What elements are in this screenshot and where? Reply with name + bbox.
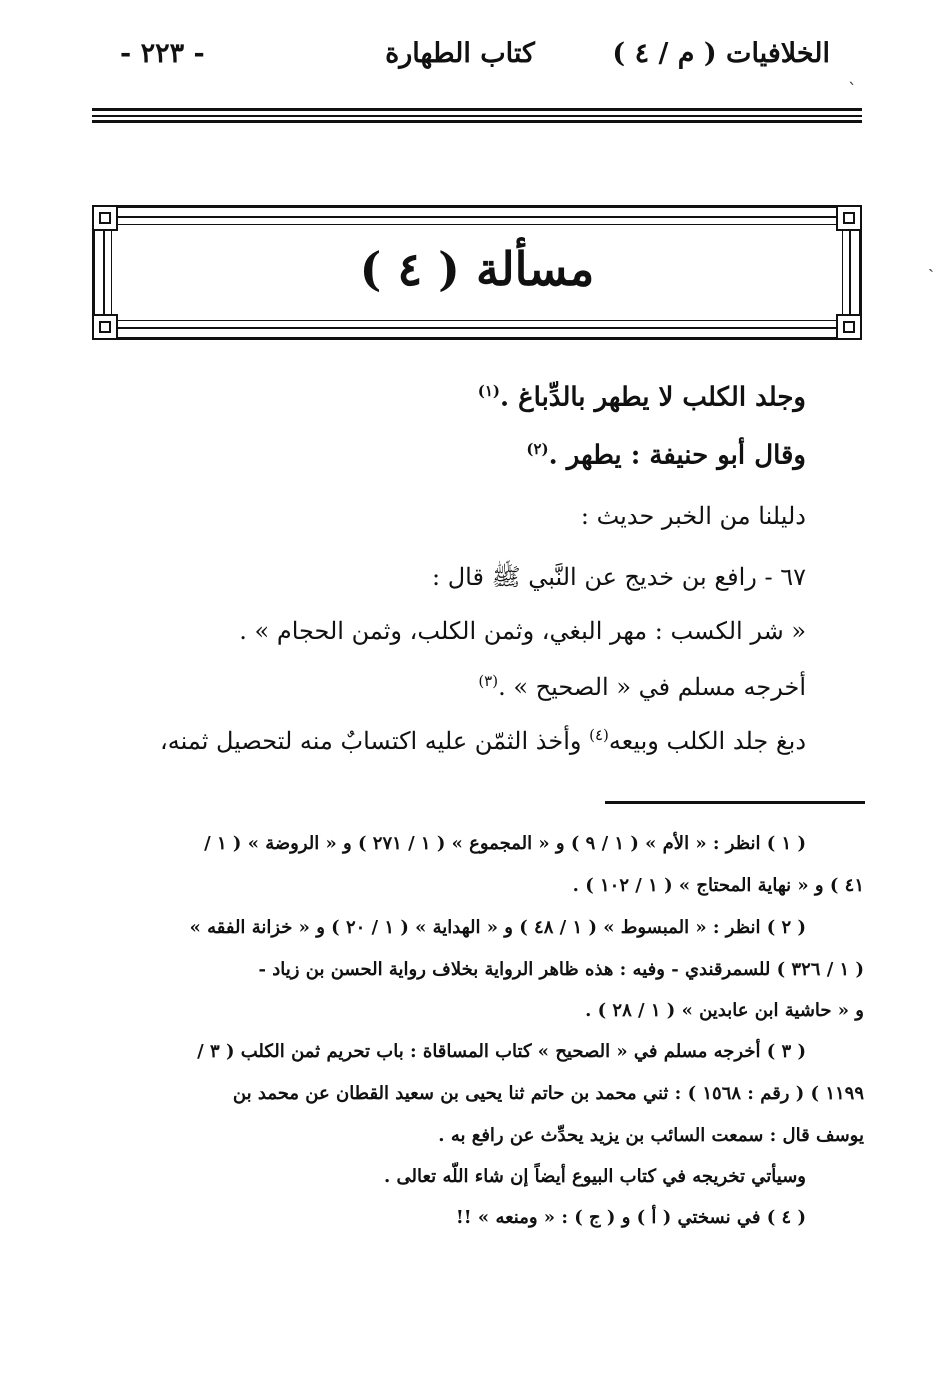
header-rule xyxy=(92,108,862,111)
body-line xyxy=(106,382,806,413)
footnote-line: ١١٩٩ ) ( رقم : ١٥٦٨ ) : ثني محمد بن حاتم ثنا يحيى بن سعيد القطان عن محمد بن xyxy=(232,1083,864,1104)
book-title: الخلافيات ( م / ٤ ) xyxy=(612,38,830,69)
header-rule xyxy=(92,120,862,123)
header-rule xyxy=(92,115,862,117)
title-frame xyxy=(92,205,862,340)
body-line xyxy=(106,440,806,471)
running-header xyxy=(90,38,830,88)
body-line xyxy=(106,672,806,701)
body-text: أخرجه مسلم في « الصحيح » . xyxy=(498,673,806,701)
body-text: وجلد الكلب لا يطهر بالدِّباغ . xyxy=(500,382,806,413)
footnote-line: و « حاشية ابن عابدين » ( ١ / ٢٨ ) . xyxy=(585,1000,864,1021)
section-title: مسألة ( ٤ ) xyxy=(359,242,595,296)
body-text: وأخذ الثمّن عليه اكتسابٌ منه لتحصيل ثمنه، xyxy=(159,727,590,755)
footnote-ref[interactable]: (١) xyxy=(477,382,501,400)
body-line: دليلنا من الخبر حديث : xyxy=(580,502,806,530)
ornament-corner-icon xyxy=(836,314,862,340)
footnote-line: ٤١ ) و « نهاية المحتاج » ( ١ / ١٠٢ ) . xyxy=(572,875,864,896)
footnote-line: ( ٤ ) في نسختي ( أ ) و ( ج ) : « ومنعه » !! xyxy=(455,1207,806,1228)
margin-mark-icon: ˎ xyxy=(928,252,934,273)
body-line xyxy=(106,726,806,755)
footnote-line: يوسف قال : سمعت السائب بن يزيد يحدِّث عن رافع به . xyxy=(438,1125,864,1146)
page-number: - ٢٢٣ - xyxy=(120,38,205,69)
footnote-line: ( ١ ) انظر : « الأم » ( ١ / ٩ ) و « المجموع » ( ١ / ٢٧١ ) و « الروضة » ( ١ / xyxy=(204,833,806,854)
body-text: دبغ جلد الكلب وبيعه xyxy=(608,727,806,755)
ornament-corner-icon xyxy=(92,314,118,340)
footnote-line: ( ٢ ) انظر : « المبسوط » ( ١ / ٤٨ ) و « الهداية » ( ١ / ٢٠ ) و « خزانة الفقه » xyxy=(189,917,806,938)
hadith-line: ٦٧ - رافع بن خديج عن النَّبي ﷺ قال : xyxy=(432,563,806,591)
ornament-corner-icon xyxy=(92,205,118,231)
ornament-corner-icon xyxy=(836,205,862,231)
margin-mark-icon: ˋ xyxy=(848,80,857,101)
footnote-line: ( ١ / ٣٢٦ ) للسمرقندي - وفيه : هذه ظاهر الرواية بخلاف رواية الحسن بن زياد - xyxy=(258,959,864,980)
footnote-ref[interactable]: (٢) xyxy=(526,440,549,458)
hadith-text: « شر الكسب : مهر البغي، وثمن الكلب، وثمن الحجام » . xyxy=(239,617,806,645)
footnote-ref[interactable]: (٤) xyxy=(589,726,609,744)
footnote-line: ( ٣ ) أخرجه مسلم في « الصحيح » كتاب المساقاة : باب تحريم ثمن الكلب ( ٣ / xyxy=(197,1041,806,1062)
footnote-line: وسيأتي تخريجه في كتاب البيوع أيضاً إن شاء اللّه تعالى . xyxy=(383,1166,806,1187)
footnote-separator xyxy=(605,801,865,804)
footnote-ref[interactable]: (٣) xyxy=(478,672,499,690)
body-text: وقال أبو حنيفة : يطهر . xyxy=(548,440,806,471)
chapter-title: كتاب الطهارة xyxy=(385,38,535,69)
